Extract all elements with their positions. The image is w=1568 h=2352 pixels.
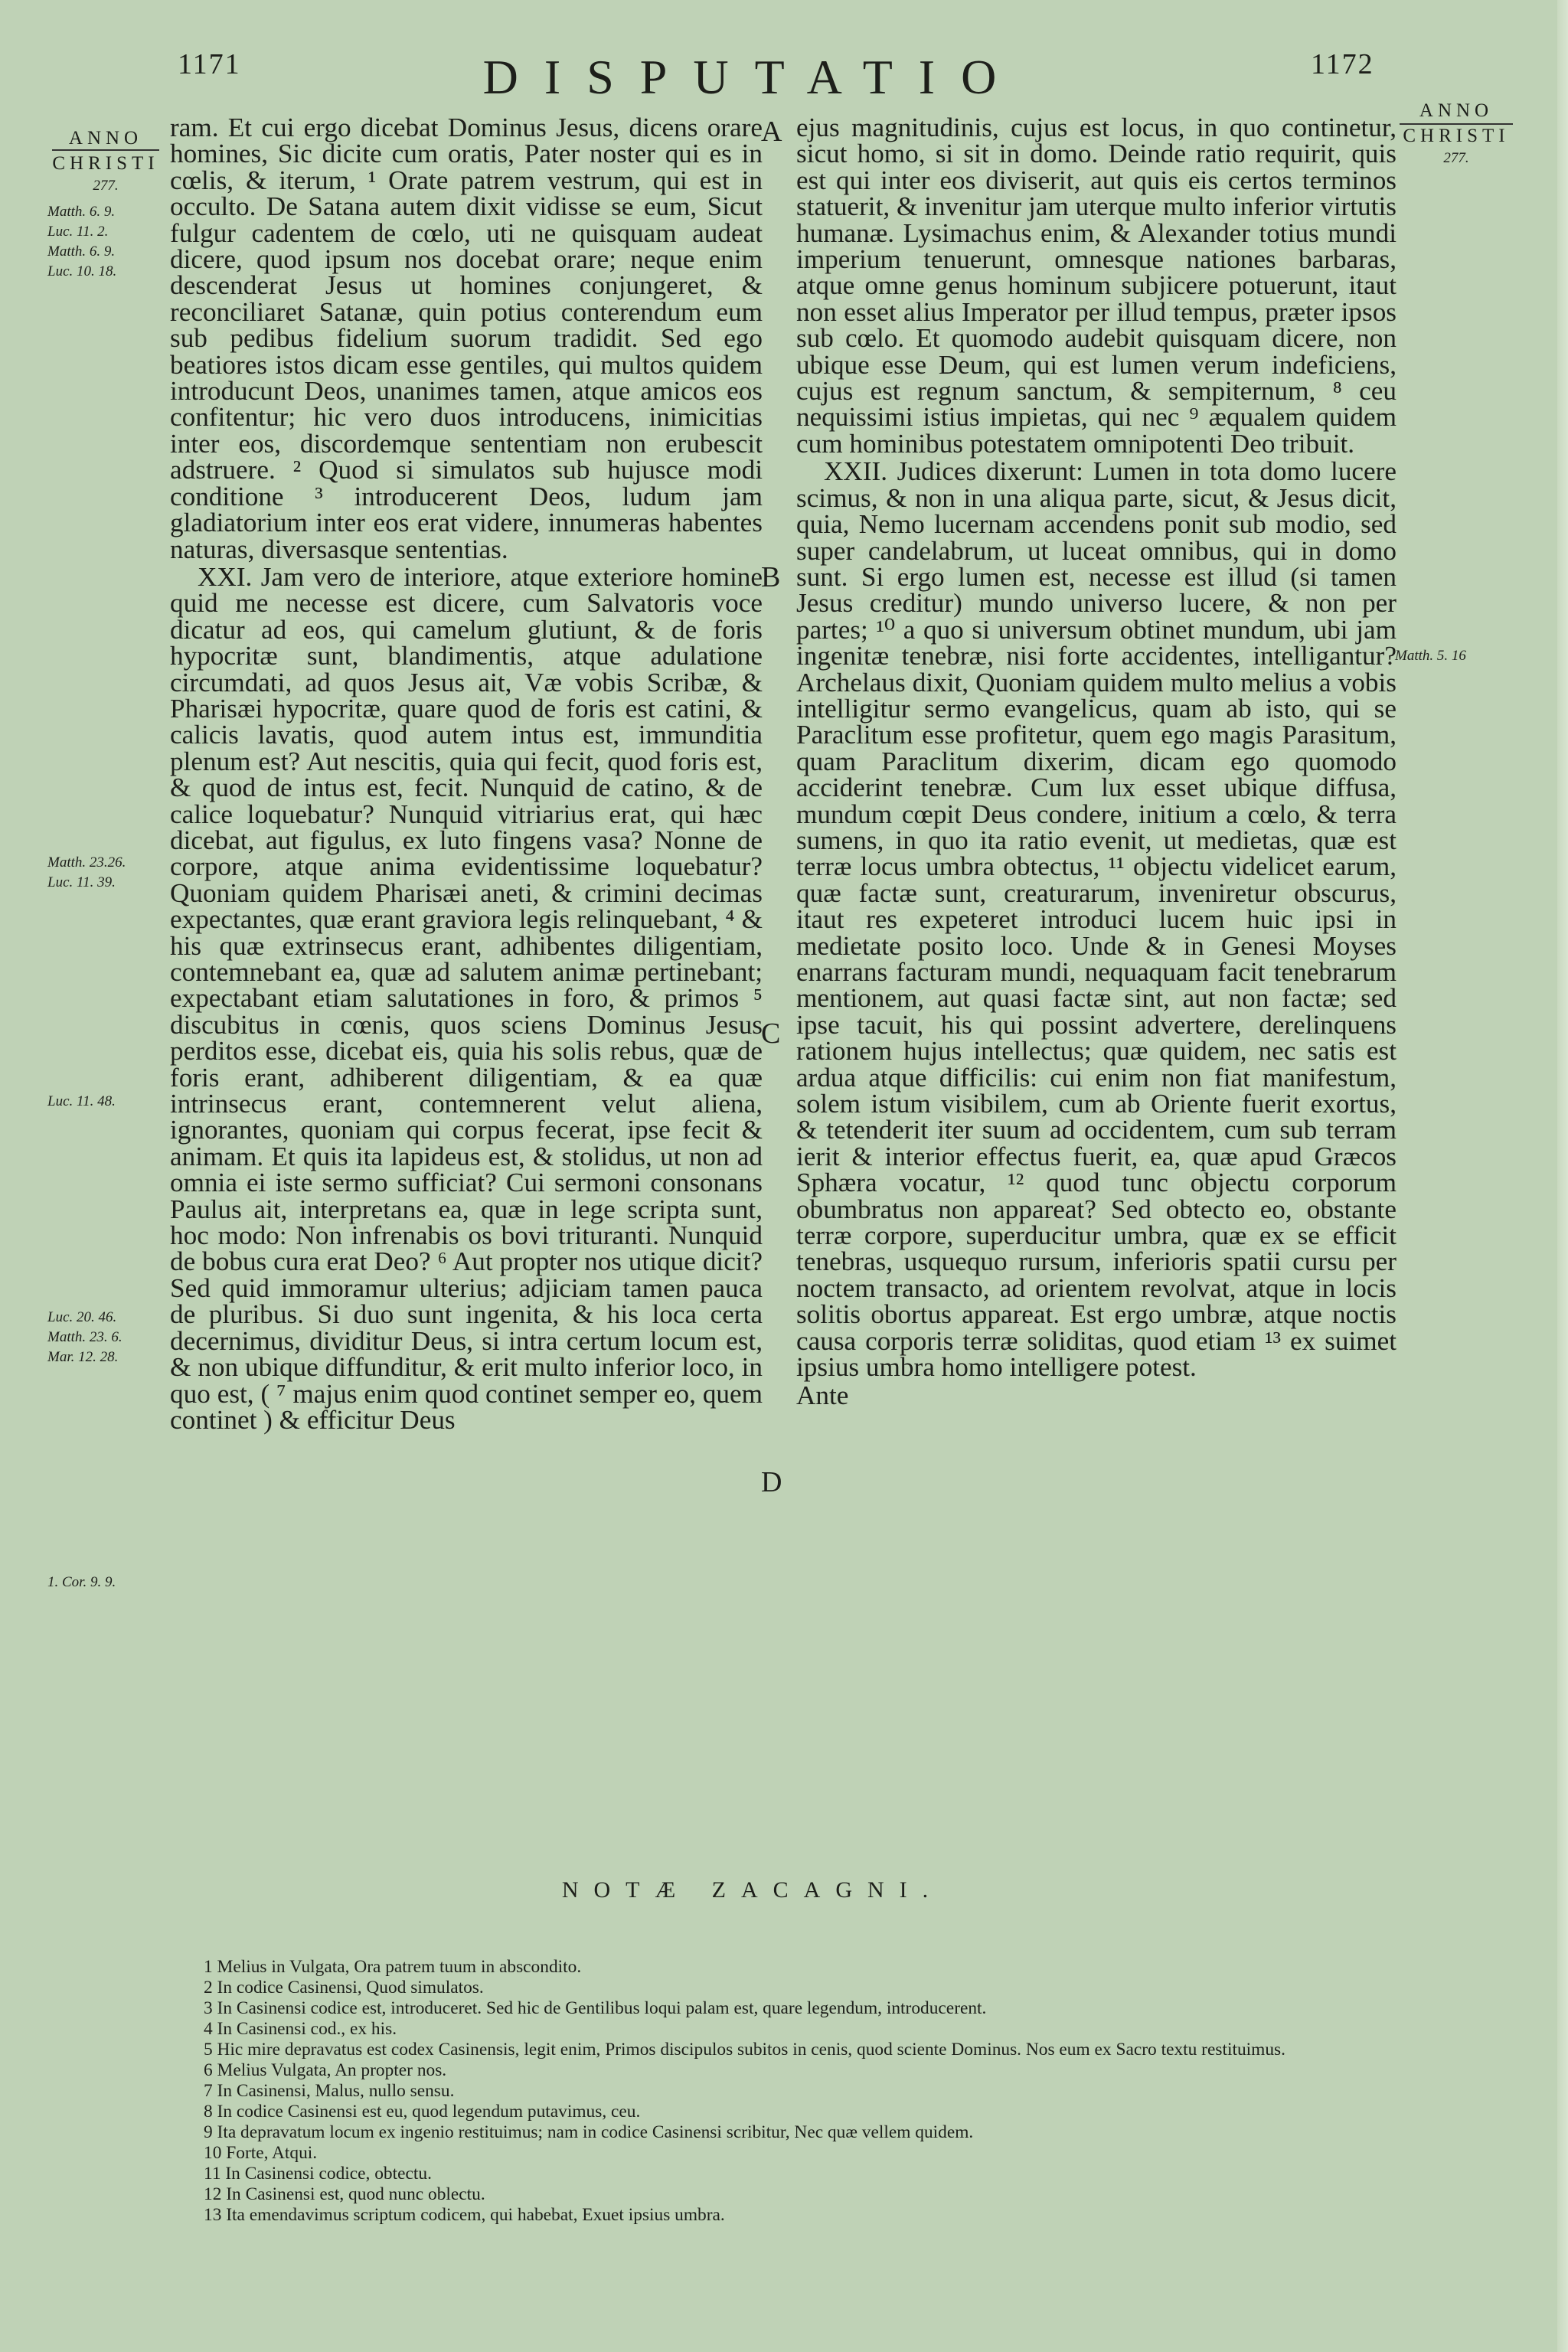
footnote: 12 In Casinensi est, quod nunc oblectu.	[204, 2184, 485, 2204]
footnote: 13 Ita emendavimus scriptum codicem, qui habebat, Exuet ipsius umbra.	[204, 2205, 725, 2225]
christi-label: CHRISTI	[52, 153, 159, 174]
margin-ref: Matth. 6. 9.	[47, 243, 116, 260]
margin-ref: Luc. 11. 48.	[47, 1093, 116, 1109]
anno-label: ANNO	[68, 128, 143, 149]
footnote: 5 Hic mire depravatus est codex Casinensis, legit enim, Primos discipulos subitos in cenis, quod sciente Dominus. Nos eum ex Sacro textu restituimus.	[204, 2040, 1285, 2060]
footnote: 10 Forte, Atqui.	[204, 2143, 318, 2163]
footnote: 8 In codice Casinensi est eu, quod legendum putavimus, ceu.	[204, 2102, 641, 2122]
footnote: 3 In Casinensi codice est, introduceret. Sed hic de Gentilibus loqui palam est, quare legendum, introducerent.	[204, 1998, 987, 2018]
paragraph-section-xxi: XXI. Jam vero de interiore, atque exteriore homine quid me necesse est dicere, cum Salvatoris voce dicatur ad eos, qui camelum glutiunt, & de foris hypocritæ sunt, blandimentis, atque adulatione circumdati, ad quos Jesus ait, Væ vobis Scribæ, & Pharisæi hypocritæ, quare quod de foris est catini, & calicis lavatis, quod autem intus est, immunditia plenum est? Aut nescitis, quia qui fecit, quod foris est, & quod de intus est, fecit. Nunquid de catino, & de calice loquebatur? Nunquid vitriarius erat, qui hæc dicebat, aut figulus, ex luto fingens vasa? Nonne de corpore, atque anima evidentissime loquebatur? Quoniam quidem Pharisæi aneti, & crimini decimas expectantes, quæ erant graviora legis relinquebant, ⁴ & his quæ extrinsecus erant, adhibentes diligentiam, contemnebant ea, quæ ad salutem animæ pertinebant; expectabant etiam salutationes in foro, & primos ⁵ discubitus in cœnis, quos sciens Dominus Jesus perditos esse, dicebat eis, quia his solis rebus, quæ de foris erant, adhiberent diligentiam, & ea quæ intrinsecus erant, contemnerent velut aliena, ignorantes, quoniam qui corpus fecerat, ipse fecit & animam. Et quis ita lapideus est, & stolidus, ut non ad omnia ei iste sermo sufficiat? Cui sermoni consonans Paulus ait, interpretans ea, quæ in lege scripta sunt, hoc modo: Non infrenabis os bovi trituranti. Nunquid de bobus cura erat Deo? ⁶ Aut propter nos utique dicit? Sed quid immoramur ulterius; adjiciam tamen pauca de pluribus. Si duo sunt ingenita, & his loca certa decernimus, dividitur Deus, si intra certum locum est, & non ubique diffunditur, & erit multo inferior loco, in quo est, ( ⁷ majus enim quod continet semper eo, quem continet ) & efficitur Deus	[170, 561, 763, 1435]
section-letter: A	[761, 116, 782, 148]
section-letter: C	[761, 1018, 781, 1050]
margin-ref: Mar. 12. 28.	[47, 1349, 119, 1365]
paragraph-section-xxii: XXII. Judices dixerunt: Lumen in tota domo lucere scimus, & non in una aliqua parte, sicut, & Jesus dicit, quia, Nemo lucernam accendens ponit sub modio, sed super candelabrum, ut luceat omnibus, qui in domo sunt. Si ergo lumen est, necesse est illud (si tamen Jesus creditur) mundo universo lucere, & non per partes; ¹⁰ a quo si universum obtinet mundum, ubi jam ingenitæ tenebræ, nisi forte accidentes, intelligantur? Archelaus dixit, Quoniam quidem multo melius a vobis intelligitur sermo evangelicus, quam ab isto, qui se Paraclitum esse profitetur, quem ego magis Parasitum, quam Paraclitum dixerim, dicam ego quomodo acciderint tenebræ. Cum lux esset ubique diffusa, mundum cœpit Deus condere, initium a cœlo, & terra sumens, in quo ita ratio evenit, ut medietas, quæ est terræ locus umbra obtectus, ¹¹ objectu videlicet earum, quæ factæ sunt, creaturarum, inveniretur obscurus, itaut res expeteret introduci lucem huic ipsi in medietate posito loco. Unde & in Genesi Moyses enarrans facturam mundi, nequaquam facit tenebrarum mentionem, aut quasi factæ sint, aut non factæ; sed ipse tacuit, his qui possint advertere, derelinquens rationem hujus intellectus; quæ quidem, nec satis est ardua atque difficilis: cui enim non fiat manifestum, solem istum visibilem, cum ab Oriente fuerit exortus, & tetenderit iter suum ad occidentem, cum sub terram ierit & interior effectus fuerit, ea, quæ apud Græcos Sphæra vocatur, ¹² quod tunc objectu corporum obumbratus non appareat? Sed obtecto eo, obstante terræ corpore, superducitur umbra, quæ ex se efficit tenebras, usquequo rursum, inferioris spatii cursu per noctem transacto, ad orientem revolvat, atque in locis solitis obortus appareat. Est ergo umbræ, atque noctis causa corporis terræ soliditas, quod etiam ¹³ ex suimet ipsius umbra homo intelligere potest.	[796, 456, 1396, 1383]
section-letter: B	[761, 561, 781, 593]
margin-ref: Matth. 23. 6.	[47, 1329, 122, 1345]
anno-year: 277.	[93, 178, 119, 194]
margin-ref: Luc. 11. 2.	[47, 224, 109, 240]
margin-ref: Luc. 10. 18.	[47, 263, 117, 279]
footnote: 4 In Casinensi cod., ex his.	[204, 2019, 397, 2039]
margin-ref: Luc. 11. 39.	[47, 874, 116, 890]
margin-ref: Matth. 6. 9.	[47, 204, 116, 220]
section-letter: D	[761, 1466, 782, 1498]
paragraph: ejus magnitudinis, cujus est locus, in quo continetur, sicut homo, si sit in domo. Deinde ratio requirit, quis est qui inter eos diviserit, aut quis eis certos terminos statuerit, & invenitur jam uterque multo inferior virtutis humanæ. Lysimachus enim, & Alexander totius mundi imperium tenuerunt, omnesque nationes barbaras, atque omne genus hominum subjicere potuerunt, itaut non esset alius Imperator per illud tempus, præter ipsos sub cœlo. Et quomodo audebit quisquam dicere, non ubique esse Deum, qui est lumen verum indeficiens, cujus est regnum sanctum, & sempiternum, ⁸ ceu nequissimi istius impietas, qui nec ⁹ æqualem quidem cum hominibus potestatem omnipotenti Deo tribuit.	[796, 113, 1396, 459]
footnote: 9 Ita depravatum locum ex ingenio restituimus; nam in codice Casinensi scribitur, Nec quæ vellem quidem.	[204, 2122, 974, 2142]
footnote: 11 In Casinensi codice, obtectu.	[204, 2164, 432, 2184]
footnote: 6 Melius Vulgata, An propter nos.	[204, 2060, 447, 2080]
right-text-column	[796, 115, 1396, 1409]
left-text-column	[170, 115, 763, 1433]
margin-ref: Luc. 20. 46.	[47, 1309, 117, 1325]
anno-christi-right	[1395, 100, 1517, 169]
anno-christi-left	[47, 127, 164, 197]
margin-ref: Matth. 5. 16	[1395, 648, 1466, 664]
anno-rule	[52, 149, 159, 151]
footnote: 2 In codice Casinensi, Quod simulatos.	[204, 1978, 484, 1998]
catchword: Ante	[796, 1380, 849, 1410]
anno-year: 277.	[1443, 150, 1469, 166]
anno-label: ANNO	[1419, 100, 1494, 121]
margin-ref: Matth. 23.26.	[47, 854, 126, 871]
footnote: 7 In Casinensi, Malus, nullo sensu.	[204, 2081, 455, 2101]
page-edge	[1557, 0, 1568, 2352]
footnote: 1 Melius in Vulgata, Ora patrem tuum in abscondito.	[204, 1957, 582, 1977]
page-number-left: 1171	[178, 48, 241, 80]
page-number-right: 1172	[1311, 48, 1374, 80]
paragraph: ram. Et cui ergo dicebat Dominus Jesus, dicens orare homines, Sic dicite cum oratis, Pater noster qui es in cœlis, & iterum, ¹ Orate patrem vestrum, qui est in occulto. De Satana autem dixit vidisse se eum, Sicut fulgur cadentem de cœlo, uti ne quisquam audeat dicere, quod ipsum nos docebat orare; neque enim descenderat Jesus ut homines conjungeret, & reconciliaret Satanæ, quin potius conterendum eum sub pedibus fidelium suorum tradidit. Sed ego beatiores istos dicam esse gentiles, qui multos quidem introducunt Deos, unanimes tamen, atque amicos eos confitentur; hic vero duos introducens, inimicitias inter eos, discordemque sententiam non erubescit adstruere. ² Quod si simulatos sub hujusce modi conditione ³ introducerent Deos, ludum jam gladiatorium inter eos erat videre, innumeras habentes naturas, diversasque sententias.	[170, 113, 763, 564]
margin-ref: 1. Cor. 9. 9.	[47, 1574, 116, 1590]
footnotes-list	[204, 1957, 1398, 2226]
christi-label: CHRISTI	[1403, 126, 1510, 146]
page-title: DISPUTATIO	[482, 50, 1023, 104]
notes-heading: NOTÆ ZACAGNI.	[561, 1877, 944, 1903]
